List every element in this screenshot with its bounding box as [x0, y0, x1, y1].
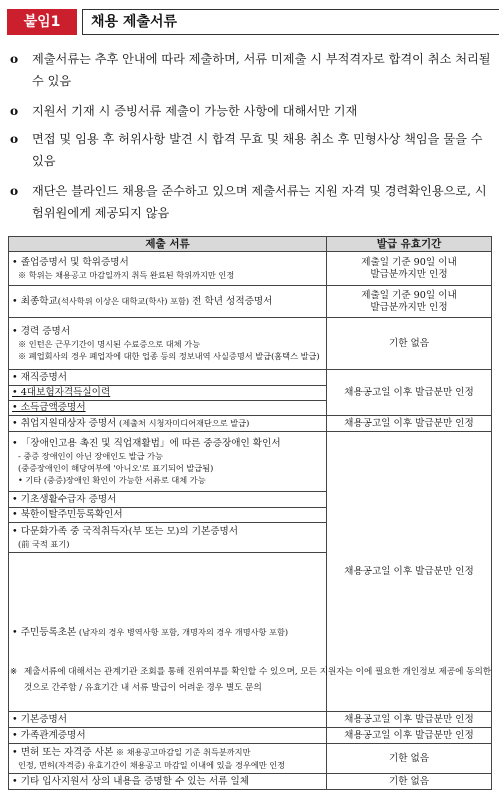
footnote-text: 제출서류에 대해서는 관계기관 조회를 통해 진위여부를 확인할 수 있으며, 모든 지원자는 이에 필요한 개인정보 제공에 동의한 것으로 간주함 / 유효기간 내 서류 발급이 어려운 경우 별도 문의 — [24, 667, 492, 693]
document-cell — [9, 386, 327, 401]
bullet-marker: o — [10, 132, 19, 146]
col-header-validity: 발급 유효기간 — [327, 237, 492, 252]
document-name: • 면허 또는 자격증 사본 — [12, 747, 114, 758]
document-name-tail: 전 학년 성적증명서 — [189, 296, 273, 307]
validity-cell: 제출일 기준 90일 이내 발급분까지만 인정 — [327, 286, 492, 318]
appendix-badge: 붙임1 — [7, 9, 77, 35]
bullet-marker: o — [10, 184, 19, 198]
document-cell — [9, 252, 327, 286]
document-subnote: • 기타 (중증)장애인 확인이 가능한 서류로 대체 가능 — [18, 474, 206, 485]
document-note: ※ 채용공고마감일 기준 취득분까지만 — [113, 747, 251, 757]
document-name: • 졸업증명서 및 학위증명서 — [12, 256, 129, 268]
footnote-marker: ※ — [10, 667, 18, 677]
bullet-text: 지원서 기재 시 증빙서류 제출이 가능한 사항에 대해서만 기재 — [32, 104, 358, 118]
bullet-text: 재단은 블라인드 채용을 준수하고 있으며 제출서류는 지원 자격 및 경력확인용으로, 시험위원에게 제공되지 않음 — [32, 184, 487, 220]
table-row — [9, 432, 492, 492]
document-note: (남자의 경우 병역사항 포함, 개명자의 경우 개명사항 포함) — [76, 626, 289, 637]
col-header-documents: 제출 서류 — [9, 237, 327, 252]
document-subnote: ※ 폐업회사의 경우 폐업자에 대한 업종 등의 정보내역 사실증명서 발급(홈택스 발급) — [18, 350, 320, 361]
document-note: (석사학위 이상은 대학교(학사) 포함) — [57, 296, 190, 306]
table-row — [9, 712, 492, 728]
table-row — [9, 728, 492, 744]
document-cell — [9, 318, 327, 370]
document-name: • 소득금액증명서 — [12, 402, 86, 413]
validity-cell: 기한 없음 — [327, 744, 492, 774]
validity-cell: 채용공고일 이후 발급분만 인정 — [327, 432, 492, 712]
document-cell — [9, 744, 327, 774]
section-header — [7, 9, 492, 35]
document-name: • 다문화가족 중 국적취득자(부 또는 모)의 기본증명서 — [12, 525, 239, 537]
table-row — [9, 252, 492, 286]
document-cell — [9, 416, 327, 432]
document-name: • 취업지원대상자 증명서 — [12, 418, 117, 429]
document-cell — [9, 728, 327, 744]
document-name: • 경력 증명서 — [12, 325, 71, 337]
document-subnote: ※ 학위는 채용공고 마감일까지 취득 완료된 학위까지만 인정 — [18, 269, 235, 280]
bullet-text: 제출서류는 추후 안내에 따라 제출하며, 서류 미제출 시 부적격자로 합격이 취소 처리될 수 있음 — [32, 52, 491, 88]
table-header-row — [9, 237, 492, 252]
page-title: 채용 제출서류 — [82, 9, 499, 35]
table-row — [9, 744, 492, 774]
validity-cell: 기한 없음 — [327, 774, 492, 790]
document-cell — [9, 523, 327, 553]
document-name: • 기초생활수급자 증명서 — [12, 493, 117, 505]
document-name: • 기본증명서 — [12, 713, 68, 725]
validity-cell: 채용공고일 이후 발급분만 인정 — [327, 416, 492, 432]
document-name: • 주민등록초본 — [12, 626, 77, 638]
document-subnote: ※ 인턴은 근무기간이 명시된 수료증으로 대체 가능 — [18, 338, 200, 349]
table-row — [9, 286, 492, 318]
document-name: • 재직증명서 — [12, 371, 68, 383]
document-cell — [9, 401, 327, 416]
validity-cell: 기한 없음 — [327, 318, 492, 370]
document-cell — [9, 286, 327, 318]
document-name: • 북한이탈주민등록확인서 — [12, 509, 123, 520]
table-row — [9, 774, 492, 790]
table-row — [9, 370, 492, 386]
document-cell — [9, 774, 327, 790]
document-name: • 가족관계증명서 — [12, 729, 86, 741]
document-cell — [9, 432, 327, 492]
validity-cell: 제출일 기준 90일 이내 발급분까지만 인정 — [327, 252, 492, 286]
document-cell — [9, 508, 327, 523]
document-cell — [9, 370, 327, 386]
table-row — [9, 318, 492, 370]
document-name: • 기타 입사지원서 상의 내용을 증명할 수 있는 서류 일체 — [12, 775, 249, 787]
bullet-marker: o — [10, 104, 19, 118]
validity-cell: 채용공고일 이후 발급분만 인정 — [327, 370, 492, 416]
document-name: • 「장애인고용 촉진 및 직업재활법」에 따른 중증장애인 확인서 — [12, 437, 281, 449]
table-row — [9, 416, 492, 432]
document-cell — [9, 492, 327, 508]
validity-cell: 채용공고일 이후 발급분만 인정 — [327, 712, 492, 728]
bullet-marker: o — [10, 52, 19, 66]
document-cell — [9, 712, 327, 728]
document-subnote: 인정, 면허(자격증) 유효기간이 채용공고 마감일 이내에 있을 경우에만 인정 — [18, 760, 286, 770]
validity-cell: 채용공고일 이후 발급분만 인정 — [327, 728, 492, 744]
documents-table — [8, 236, 492, 790]
document-subnote: (중증장애인이 해당여부에 '아니오'로 표기되어 발급됨) — [18, 462, 214, 473]
document-subnote: - 중증 장애인이 아닌 장애인도 발급 가능 — [18, 450, 163, 461]
bullet-text: 면접 및 임용 후 허위사항 발견 시 합격 무효 및 채용 취소 후 민형사상 책임을 물을 수 있음 — [32, 132, 483, 168]
document-subnote: (前 국적 표기) — [18, 538, 70, 549]
document-note: (제출처 시청자미디어재단으로 발급) — [116, 418, 250, 428]
document-name: • 4대보험자격득실이력 — [12, 387, 111, 398]
document-name: • 최종학교 — [12, 296, 58, 307]
